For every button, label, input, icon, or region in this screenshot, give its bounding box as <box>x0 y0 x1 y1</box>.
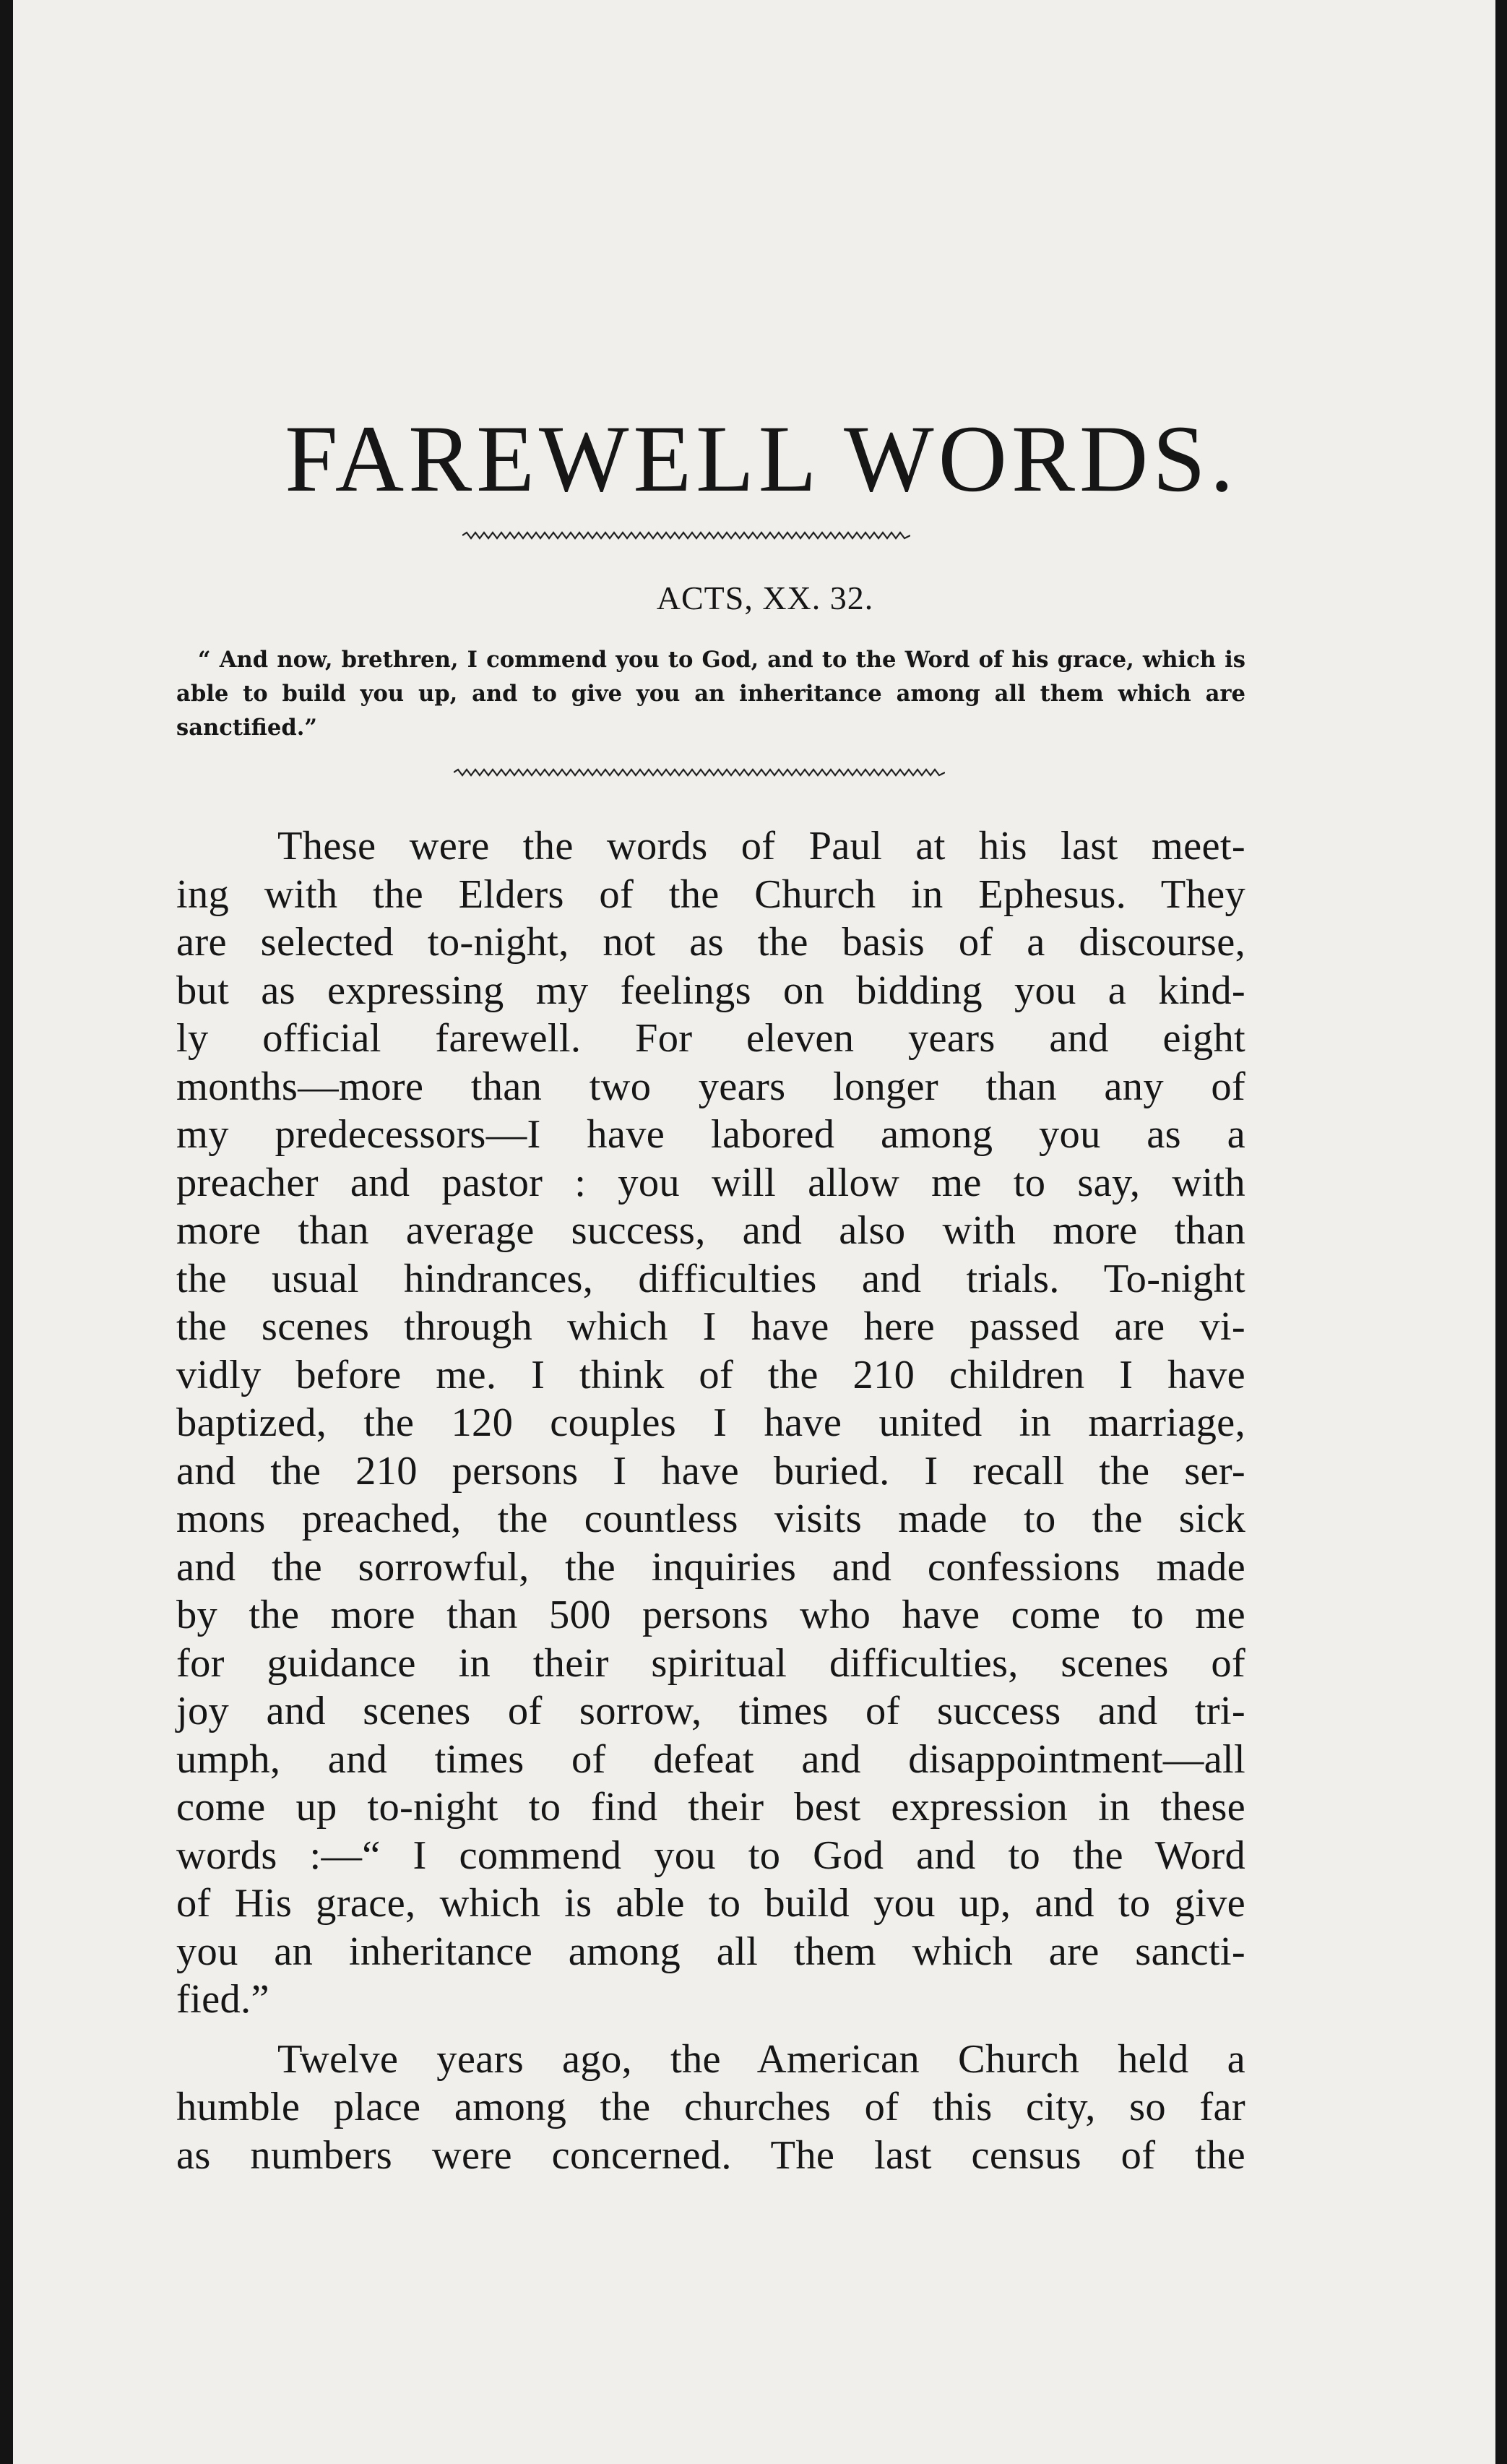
text-line: but as expressing my feelings on bidding you a kind- <box>176 968 1245 1013</box>
text-line: mons preached, the countless visits made to the sick <box>176 1496 1245 1541</box>
scripture-reference: ACTS, XX. 32. <box>656 580 874 616</box>
text-line: the usual hindrances, difficulties and trials. To-night <box>176 1256 1245 1301</box>
verse-quotation: “ And now, brethren, I commend you to God, and to the Word of his grace, which is able to build you up, and to give you an inheritance among all them which are sanctified.” <box>176 647 1245 741</box>
text-line: joy and scenes of sorrow, times of success and tri- <box>176 1689 1245 1733</box>
document-page <box>13 0 1495 2464</box>
text-line: for guidance in their spiritual difficulties, scenes of <box>176 1640 1245 1686</box>
text-line: by the more than 500 persons who have come to me <box>176 1593 1245 1637</box>
text-line: the scenes through which I have here passed are vi- <box>176 1304 1245 1349</box>
text-line: humble place among the churches of this city, so far <box>176 2085 1245 2129</box>
text-line: ing with the Elders of the Church in Ephesus. They <box>176 871 1245 917</box>
body-text <box>176 822 1245 2179</box>
text-line: umph, and times of defeat and disappointment—all <box>176 1736 1245 1782</box>
text-line: These were the words of Paul at his last meet- <box>277 824 1245 869</box>
decorative-wavy-rule-top <box>462 530 910 540</box>
text-line: words :—“ I commend you to God and to the Word <box>176 1832 1245 1878</box>
text-line: and the 210 persons I have buried. I recall the ser- <box>176 1448 1245 1494</box>
page-title: FAREWELL WORDS. <box>285 405 1238 512</box>
text-line: come up to-night to find their best expression in these <box>176 1785 1245 1830</box>
text-line: and the sorrowful, the inquiries and confessions made <box>176 1544 1245 1590</box>
text-line: you an inheritance among all them which are sancti- <box>176 1929 1245 1974</box>
text-line: are selected to-night, not as the basis of a discourse, <box>176 920 1245 965</box>
text-line: preacher and pastor : you will allow me to say, with <box>176 1160 1245 1205</box>
text-line: ly official farewell. For eleven years and eight <box>176 1016 1245 1061</box>
text-line: months—more than two years longer than any of <box>176 1064 1245 1109</box>
decorative-wavy-rule-bottom <box>454 767 945 777</box>
text-line: of His grace, which is able to build you up, and to give <box>176 1881 1245 1926</box>
text-line: my predecessors—I have labored among you as a <box>176 1112 1245 1157</box>
paragraph-1 <box>176 822 1245 2024</box>
text-line: baptized, the 120 couples I have united in marriage, <box>176 1400 1245 1445</box>
text-line: more than average success, and also with more than <box>176 1208 1245 1253</box>
text-line: Twelve years ago, the American Church held a <box>277 2036 1245 2082</box>
paragraph-2 <box>176 2036 1245 2180</box>
text-line: vidly before me. I think of the 210 children I have <box>176 1352 1245 1397</box>
text-line: fied.” <box>176 1977 269 2022</box>
text-line: as numbers were concerned. The last census of the <box>176 2132 1245 2178</box>
